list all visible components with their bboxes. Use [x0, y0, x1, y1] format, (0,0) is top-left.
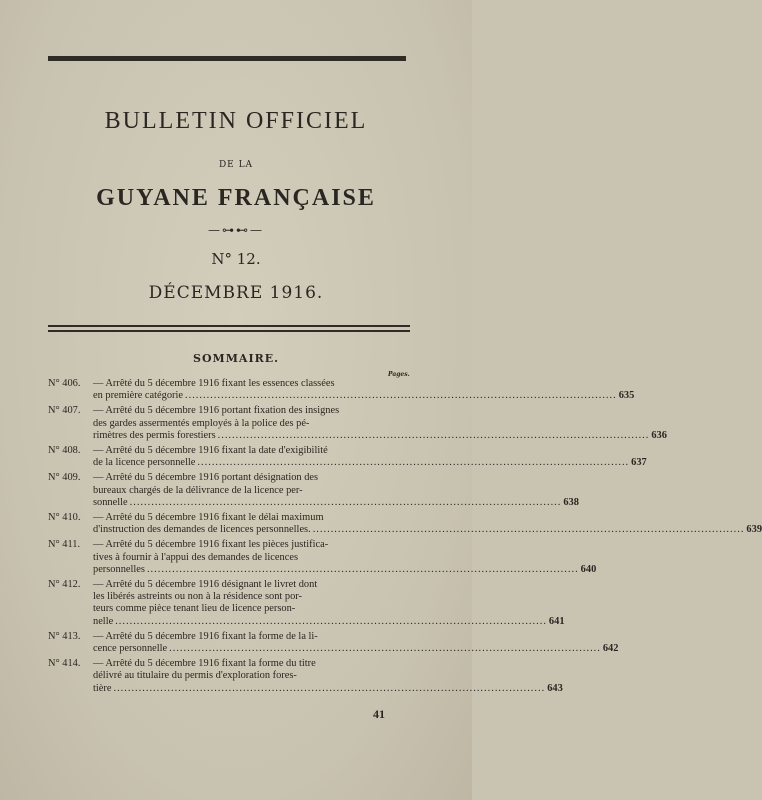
sommaire-entry	[48, 539, 597, 576]
entry-line: tives à fournir à l'appui des demandes de licences	[93, 551, 298, 563]
entry-page-number: 642	[602, 643, 619, 655]
sommaire-entry	[48, 472, 579, 509]
entry-page-number: 635	[618, 390, 635, 402]
entry-text	[93, 579, 565, 628]
sommaire-list	[48, 378, 762, 698]
entry-line: — Arrêté du 5 décembre 1916 fixant la date d'exigibilité	[93, 445, 328, 457]
entry-number: N° 413.	[48, 630, 81, 642]
entry-line: délivré au titulaire du permis d'exploration fores-	[93, 670, 297, 682]
entry-last-text: de la licence personnelle	[93, 457, 196, 469]
entry-last-line	[93, 390, 635, 402]
entry-last-line	[93, 682, 563, 695]
entry-page-number: 641	[548, 615, 565, 627]
entry-text	[93, 630, 619, 655]
entry-last-text: nelle	[93, 615, 114, 627]
entry-last-line	[93, 615, 565, 628]
entry-page-number: 638	[563, 496, 579, 508]
entry-number: N° 406.	[48, 378, 81, 389]
issue-month: DÉCEMBRE 1916.	[148, 283, 324, 303]
entry-line: teurs comme pièce tenant lieu de licence person-	[93, 603, 296, 615]
leader-dots: ........................................................................................................................	[146, 563, 579, 575]
entry-page-number: 640	[580, 563, 597, 575]
sommaire-heading: SOMMAIRE.	[193, 352, 279, 365]
entry-number: N° 414.	[48, 658, 81, 670]
entry-page-number: 639	[746, 524, 762, 536]
entry-text	[93, 539, 597, 576]
entry-last-text: en première catégorie	[93, 390, 183, 402]
entry-text	[93, 658, 563, 695]
colony-title: GUYANE FRANÇAISE	[96, 185, 376, 211]
entry-last-line	[93, 457, 647, 469]
entry-text	[93, 512, 762, 536]
entry-text	[93, 445, 647, 469]
leader-dots: ........................................................................................................................	[197, 457, 630, 469]
entry-text	[93, 405, 667, 442]
entry-page-number: 636	[651, 429, 667, 441]
double-rule-top	[48, 325, 410, 327]
entry-number: N° 412.	[48, 579, 81, 591]
entry-last-text: personnelles	[93, 563, 145, 575]
ornament-divider: —⊶⊷—	[208, 223, 264, 237]
sommaire-entry	[48, 512, 762, 536]
entry-last-line	[93, 524, 762, 536]
entry-last-line	[93, 563, 597, 576]
entry-text	[93, 378, 635, 402]
entry-last-line	[93, 643, 619, 655]
sommaire-entry	[48, 579, 565, 628]
sommaire-entry	[48, 658, 563, 695]
leader-dots: ........................................................................................................................	[312, 524, 745, 536]
entry-last-text: d'instruction des demandes de licences personnelles.	[93, 524, 311, 536]
leader-dots: ........................................................................................................................	[185, 390, 617, 402]
entry-number: N° 407.	[48, 405, 81, 417]
entry-line: — Arrêté du 5 décembre 1916 désignant le livret dont	[93, 579, 318, 591]
top-rule	[48, 56, 406, 61]
title-de-la: DE LA	[218, 160, 254, 170]
entry-last-text: sonnelle	[93, 496, 128, 508]
issue-number: N° 12.	[211, 250, 261, 268]
sommaire-entry	[48, 378, 635, 402]
entry-page-number: 637	[631, 457, 647, 469]
entry-last-text: cence personnelle	[93, 643, 168, 655]
leader-dots: ........................................................................................................................	[113, 682, 546, 694]
entry-last-text: tière	[93, 682, 112, 694]
leader-dots: ........................................................................................................................	[169, 643, 601, 655]
entry-line: les libérés astreints ou non à la résidence sont por-	[93, 591, 302, 603]
leader-dots: ........................................................................................................................	[129, 496, 562, 508]
entry-line: des gardes assermentés employés à la police des pé-	[93, 417, 310, 429]
entry-line: — Arrêté du 5 décembre 1916 portant désignation des	[93, 472, 319, 484]
double-rule-bottom	[48, 330, 410, 332]
entry-last-line	[93, 496, 579, 509]
sommaire-entry	[48, 445, 647, 469]
pages-column-label: Pages.	[388, 371, 410, 378]
sommaire-entry	[48, 630, 619, 655]
entry-line: — Arrêté du 5 décembre 1916 fixant les essences classées	[93, 378, 335, 389]
entry-line: — Arrêté du 5 décembre 1916 fixant la forme de la li-	[93, 630, 318, 642]
entry-last-line	[93, 429, 667, 442]
bulletin-title: BULLETIN OFFICIEL	[104, 108, 368, 134]
entry-line: — Arrêté du 5 décembre 1916 fixant les pièces justifica-	[93, 539, 329, 551]
page-folio: 41	[373, 707, 385, 721]
entry-last-text: rimètres des permis forestiers	[93, 429, 216, 441]
entry-line: — Arrêté du 5 décembre 1916 fixant la forme du titre	[93, 658, 316, 670]
entry-line: bureaux chargés de la délivrance de la licence per-	[93, 484, 303, 496]
entry-number: N° 410.	[48, 512, 81, 524]
entry-line: — Arrêté du 5 décembre 1916 portant fixation des insignes	[93, 405, 340, 417]
entry-number: N° 411.	[48, 539, 81, 551]
entry-text	[93, 472, 579, 509]
sommaire-entry	[48, 405, 667, 442]
entry-page-number: 643	[547, 682, 563, 694]
entry-number: N° 408.	[48, 445, 81, 457]
leader-dots: ........................................................................................................................	[217, 429, 650, 441]
leader-dots: ........................................................................................................................	[115, 615, 547, 627]
entry-number: N° 409.	[48, 472, 81, 484]
entry-line: — Arrêté du 5 décembre 1916 fixant le délai maximum	[93, 512, 324, 524]
